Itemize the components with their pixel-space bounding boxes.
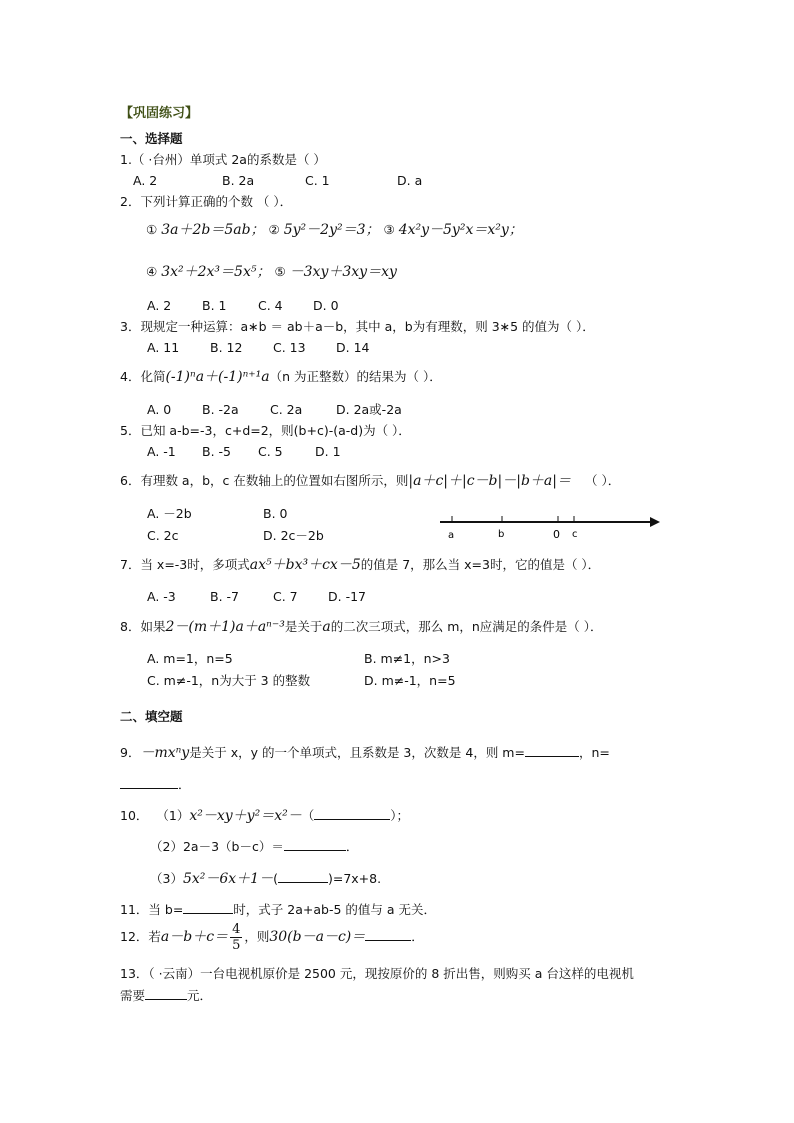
q4-option-d: D. 2a或-2a [336, 402, 402, 417]
q2-expr-2: 5y²－2y²＝3； [283, 222, 380, 238]
q10-part2-text: （2）2a－3（b－c）＝ [150, 839, 284, 854]
q2-expr-row1 [146, 222, 523, 239]
q2-expr-4: 3x²＋2x³＝5x⁵； [161, 264, 271, 280]
q12-expression: a－b＋c＝ [160, 929, 229, 945]
q2-stem: 2．下列计算正确的个数 （ ）． [120, 194, 293, 209]
q10-number: 10． [120, 808, 149, 823]
q4-option-a: A. 0 [147, 402, 172, 417]
q2-marker-5: ⑤ [274, 264, 286, 279]
q1-option-c: C. 1 [305, 173, 330, 188]
q10-part3-label: （3） [150, 871, 183, 886]
number-line-arrow [650, 517, 660, 527]
q2-expr-5: －3xy＋3xy＝xy [289, 264, 397, 280]
q2-option-a: A. 2 [147, 298, 172, 313]
q7-option-b: B. -7 [210, 589, 239, 604]
q10-part2: （2）2a－3（b－c）＝ ． [150, 839, 359, 854]
q8-option-a: A. m=1，n=5 [147, 651, 233, 666]
q10-part1-label: （1） [156, 808, 190, 823]
q7-suffix: 的值是 7，那么当 x=3时，它的值是（ ）． [360, 557, 601, 572]
q7-expression: ax⁵＋bx³＋cx－5 [249, 557, 361, 573]
q1-option-b: B. 2a [222, 173, 255, 188]
q13-blank[interactable] [145, 987, 187, 1000]
q11-prefix: 11．当 b= [120, 902, 184, 917]
q4-expression: (-1)ⁿa＋(-1)ⁿ⁺¹a [165, 369, 270, 385]
q10-blank-3[interactable] [278, 870, 328, 883]
q3-option-c: C. 13 [273, 340, 306, 355]
q6-expression: |a＋c|＋|c－b|－|b＋a|＝ [408, 473, 571, 489]
q9-blank-m[interactable] [525, 744, 579, 757]
q12-blank[interactable] [365, 928, 411, 941]
axis-label-zero: 0 [553, 528, 560, 541]
q9-expression: －mxⁿy [140, 745, 190, 761]
q2-option-b: B. 1 [202, 298, 227, 313]
q6-stem [120, 473, 620, 490]
q9-mid: ，n= [578, 745, 610, 760]
q7-option-c: C. 7 [273, 589, 298, 604]
q2-option-c: C. 4 [258, 298, 283, 313]
q12-mid: ，则 [244, 929, 270, 944]
q4-prefix: 4．化简 [120, 369, 166, 384]
q7-stem [120, 557, 600, 574]
q3-stem: 3．现规定一种运算：a∗b ＝ ab＋a－b，其中 a，b为有理数，则 3∗5 的值为（ ）． [120, 319, 595, 334]
q7-prefix: 7．当 x=-3时，多项式 [120, 557, 250, 572]
q12-expression-2: 30(b－a－c)＝ [269, 929, 366, 945]
q5-option-a: A. -1 [147, 444, 176, 459]
q7-option-d: D. -17 [328, 589, 366, 604]
q10-part1 [120, 807, 409, 825]
q2-expr-1: 3a＋2b＝5ab； [161, 222, 265, 238]
q12-fraction [230, 922, 242, 953]
q10-part3-suffix: =7x+8. [332, 871, 382, 886]
q6-prefix: 6．有理数 a，b，c 在数轴上的位置如右图所示，则 [120, 473, 409, 488]
q8-option-b: B. m≠1，n>3 [364, 651, 450, 666]
q6-option-a: A. －2b [147, 506, 192, 521]
q13-line2 [120, 987, 212, 1003]
q2-marker-4: ④ [146, 264, 158, 279]
q2-marker-3: ③ [383, 222, 395, 237]
q6-suffix: （ ）． [584, 473, 621, 488]
axis-label-c: c [572, 529, 578, 540]
q11-blank[interactable] [183, 901, 233, 914]
q4-suffix: （n 为正整数）的结果为（ ）． [269, 369, 442, 384]
q1-stem: 1.（ ·台州）单项式 2a的系数是（ ） [120, 152, 326, 167]
q9-prefix: 9． [120, 745, 141, 760]
q8-expression: 2－(m＋1)a＋aⁿ⁻³ [165, 619, 285, 635]
q5-option-d: D. 1 [315, 444, 341, 459]
q9-blank-n[interactable] [120, 776, 178, 789]
number-line-figure [432, 508, 664, 544]
q10-part1-close: ）； [390, 808, 409, 823]
q2-marker-2: ② [268, 222, 280, 237]
q10-blank-2[interactable] [284, 838, 346, 851]
q12-prefix: 12．若 [120, 929, 161, 944]
q13-suffix: 元． [187, 988, 213, 1003]
q8-suffix: 的二次三项式，那么 m，n应满足的条件是（ ）． [330, 619, 603, 634]
q10-part1-expression: x²－xy＋y²＝x²－ [189, 808, 302, 824]
q12-denominator: 5 [232, 938, 241, 953]
q13-line1: 13．（ ·云南）一台电视机原价是 2500 元，现按原价的 8 折出售，则购买 a 台这样的电视机 [120, 966, 634, 981]
axis-label-a: a [448, 530, 455, 541]
q12-numerator: 4 [232, 922, 241, 937]
q10-part3-expression: 5x²－6x＋1－ [182, 871, 274, 887]
q6-option-d: D. 2c－2b [263, 528, 324, 543]
q4-stem [120, 369, 442, 386]
q8-variable: a [322, 619, 331, 635]
q11-stem [120, 901, 436, 917]
q2-marker-1: ① [146, 222, 158, 237]
q8-option-d: D. m≠-1，n=5 [364, 673, 456, 688]
q9-line2: ． [120, 776, 191, 792]
q6-option-c: C. 2c [147, 528, 179, 543]
q2-expr-row2 [146, 264, 397, 281]
q13-prefix: 需要 [120, 988, 146, 1003]
q3-option-b: B. 12 [210, 340, 243, 355]
q3-option-d: D. 14 [336, 340, 370, 355]
section-title-choice: 一、选择题 [120, 131, 183, 146]
q2-option-d: D. 0 [313, 298, 339, 313]
q2-expr-3: 4x²y－5y²x＝x²y； [398, 222, 523, 238]
q12-stem: 12．若a－b＋c＝ $\frac{4}{5}$ ，则30(b－a－c)＝ ． [120, 922, 424, 953]
q6-option-b: B. 0 [263, 506, 288, 521]
q4-option-c: C. 2a [270, 402, 303, 417]
q8-option-c: C. m≠-1，n为大于 3 的整数 [147, 673, 311, 688]
q10-blank-1[interactable] [314, 807, 390, 820]
q8-prefix: 8．如果 [120, 619, 166, 634]
q10-part1-open: （ [301, 808, 315, 823]
q5-option-b: B. -5 [202, 444, 231, 459]
q3-option-a: A. 11 [147, 340, 180, 355]
q1-option-a: A. 2 [133, 173, 158, 188]
q11-suffix: 时，式子 2a+ab-5 的值与 a 无关． [233, 902, 436, 917]
q9-text: 是关于 x，y 的一个单项式，且系数是 3，次数是 4，则 m= [189, 745, 525, 760]
q8-stem [120, 619, 603, 636]
q5-option-c: C. 5 [258, 444, 283, 459]
q4-option-b: B. -2a [202, 402, 239, 417]
q10-part3: （3）5x²－6x＋1－( )=7x+8. [150, 871, 382, 887]
section-header: 【巩固练习】 [120, 106, 199, 121]
q8-mid: 是关于 [284, 619, 323, 634]
section-title-fill: 二、填空题 [120, 709, 183, 724]
axis-label-b: b [498, 529, 505, 540]
q9-stem [120, 744, 610, 762]
q5-stem: 5．已知 a-b=-3，c+d=2，则(b+c)-(a-d)为（ ）． [120, 423, 411, 438]
q1-option-d: D. a [397, 173, 423, 188]
q7-option-a: A. -3 [147, 589, 176, 604]
